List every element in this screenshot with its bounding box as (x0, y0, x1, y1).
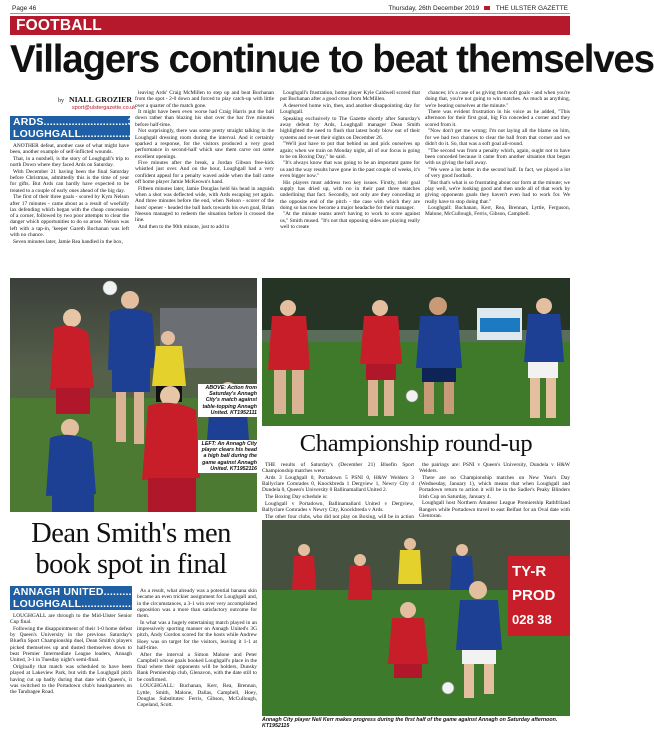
paragraph: "Now don't get me wrong; I'm not laying all the blame on him, for we had two chances to clear the ball from that corner and we didn't do it. So, that was a soft goal all-round. (425, 128, 570, 147)
paragraph: Seven minutes later, Jamie Rea handled in the box, (13, 238, 123, 245)
masthead-date-text: Thursday, 26th December 2019 (388, 5, 480, 12)
paragraph: Not surprisingly, there was some pretty straight talking in the Loughgall dressing room during the interval. And it certainly sparked a response, for the visitors produced a very good performance in second-half which saw them carve out some excellent openings. (135, 128, 274, 160)
masthead-date (388, 5, 568, 12)
dean-column-1 (10, 613, 132, 731)
paragraph: The first of their three goals - scored by Kym Nelson after 17 minutes - came about as a result of woefully lax defending which began with the cheap concession of a corner, followed by two poor attempts to clear the danger which opportunities to do so arose. Nelson was left with a tap-in, 'keeper Gareth Buchanan was left with no chance. (10, 194, 129, 239)
paragraph: A deserved home win, then, and another disappointing day for Loughgall. (280, 102, 420, 116)
paragraph: The Boxing Day schedule is: (265, 494, 328, 501)
paragraph: The other four clubs, who did not play on Boxing, will be in action (265, 513, 414, 520)
paragraph: "It's always know that was going to be an important game for us and the way results have gone in the past couple of weeks, it's even bigger now." (280, 160, 420, 180)
paragraph: Following the disappointment of their 1-0 home defeat by Queen's University in the previous Saturday's Bluefin Sport Championship duel, Dean Smith's players picked themselves up and dusted themselves down to beat Premier Intermediate League leaders, Annagh United, 3-1 in Tuesday night's semi-final. (10, 625, 132, 664)
paragraph: Fifteen minutes later, Jamie Douglas held his head in anguish when a shot was deflected wide, with Ards escaping yet again. And three minutes before the end, when Nelson - scorer of the hosts' opener - headed the ball back towards his own goal, Brian Neeson managed to redeem the situation before it crossed the line. (135, 185, 274, 224)
paragraph: leaving Ards' Craig McMillen to step up and beat Buchanan from the spot - 2-0 down and forced to play catch-up with little over a quarter of the match gone. (135, 90, 274, 109)
paragraph: LOUGHGALL: Buchanan, Kerr, Rea, Brennan, Lyttle, Smith, Malone, Dallas, Campbell, Hoey, Douglas Substitutes: Ferris, Gibson, McCullough, Copeland, Scott. (137, 683, 257, 709)
action-photo-right (262, 278, 570, 426)
paragraph: As a result, what already was a potential banana skin became an even trickier assignment for Loughgall and, in the circumstances, a 3-1 win over very accomplished opposition was a more than satisfactory outcome for them. (137, 588, 257, 620)
article-column-1 (10, 143, 129, 274)
action-photo-bottom (262, 520, 570, 716)
score-row: LOUGHGALL.....................3 (13, 598, 153, 610)
score-row: ARDS...........................3 (13, 116, 134, 128)
paragraph: Five minutes after the break, a Jordan Gibson free-kick whistled just over. And on the hour, Loughgall had a very confident appeal for a penalty waved aside when the ball came off home player Jamie McKeown's hand. (135, 160, 274, 186)
byline (58, 95, 132, 104)
score-row: ANNAGH UNITED.............1 (13, 586, 151, 598)
paragraph: LOUGHGALL are through to the Mid-Ulster Senior Cup final. (10, 613, 132, 626)
paragraph: There are no Championship matches on New Year's Day (Wednesday, January 1), which means that when Loughgall and Portadown return to action it will be in the Sadler's Peaky Blinders Irish Cup on Saturday, January 4. (419, 474, 570, 500)
paragraph: Loughgall's frustration, home player Kyle Caldwell scored that put Buchanan after a good cross from McMillen. (280, 90, 420, 103)
byline-email[interactable]: sport@ulstergazette.co.uk (72, 105, 136, 111)
paragraph: the pairings are: PSNI v Queen's University, Dundela v H&W Welders. (419, 462, 570, 475)
paragraph: It might have been even worse had Craig Harris put the ball down rather than blazing his shot over the bar five minutes before half-time. (135, 109, 274, 128)
article-column-2 (135, 90, 274, 274)
paragraph: Loughgall: Buchanan, Kerr, Rea, Brennan, Lyttle, Ferguson, Malone, McCullough, Ferris, Gibson, Campbell. (425, 205, 570, 218)
scorebox-annagh-loughgall (10, 586, 153, 610)
masthead-paper-name: THE ULSTER GAZETTE (495, 5, 568, 12)
paragraph: In what was a hugely entertaining match played in an impressively sporting manner on Annagh United's 3G pitch, Andy Gordon scored for the hosts while Andrew Hoey was on target for the visitors, leaving it 1-1 at half-time. (137, 619, 257, 651)
championship-column-1 (262, 462, 414, 520)
dean-smith-headline: Dean Smith's men book spot in final (31, 518, 231, 580)
paragraph: Loughgall v Portadown, Ballinamallard United v Dergview, Ballyclare Comrades v Newry City, Knockbreda v Ards. (262, 500, 414, 513)
paragraph: ANOTHER defeat, another case of what might have been, another example of self-inflicted wounds. (10, 143, 129, 156)
byline-prefix: by (58, 98, 64, 104)
article-column-4 (425, 90, 570, 274)
action-photo-bottom-image (262, 520, 570, 716)
paragraph: "At the minute teams aren't having to work to score against us," Smith mused. "It's not that opposing sides are playing really well to create (280, 211, 420, 231)
paragraph: Ards 3 Loughgall 0, Portadown 5 PSNI 0, H&W Welders 3 Ballyclare Comrades 0, Knockbreda 1 Dergview 1, Newry City 4 Dundela 0, Queen's University 0 Ballinamallard United 2. (262, 474, 414, 494)
championship-column-2 (419, 462, 570, 519)
dean-column-2 (137, 588, 257, 731)
paragraph: "The second was from a penalty which, again, ought not to have been conceded because it came from another situation that began with us giving the ball away. (425, 147, 570, 167)
paragraph: "We'll just have to put that behind us and pick ourselves up again; when we train on Monday night, all of our focus is going to be on Boxing Day," he said. (280, 141, 420, 160)
paragraph: chances; it's a case of us giving them soft goals - and when you're doing that, you're not going to win matches. As much as anything, we're beating ourselves at the minute." (425, 90, 570, 109)
paragraph: "But that's what is so frustrating about our form at the minute; we play well, we're looking good and then undo all of that work by giving opponents goals they haven't even had to work for. We really have to stop doing that." (425, 179, 570, 205)
action-photo-right-image (262, 278, 570, 426)
byline-author: NIALL GROZIER (68, 95, 132, 104)
masthead-separator (484, 6, 490, 10)
paragraph: After the interval a Simon Malone and Peter Campbell whose goals booked Loughgall's place in the final where their opponents will be holders, Dunsky Bank Premiership club, Glenavon, with the date still to be confirmed. (137, 651, 257, 683)
championship-headline: Championship round-up (299, 430, 533, 457)
paragraph: Speaking exclusively to The Gazette shortly after Saturday's away defeat by Ards, Loughgall manager Dean Smith highlighted the need to flush that latest body blow out of their systems and re-set their sights on December 26. (280, 115, 420, 141)
paragraph: With December 21 having been the final Saturday before Christmas, admittedly this is the time of year for gifts. But Ards can hardly have expected to be treated to a couple of early ones ahead of the big day. (10, 168, 129, 194)
paragraph: Originally that match was scheduled to have been played at Lakeview Park, but with the Loughgall pitch having cut up badly during that date with Queen's, it was switched to the Portadown club's headquarters on the Tandragee Road. (10, 663, 132, 696)
article-column-3 (280, 90, 420, 274)
paragraph: His players must address two key issues. Firstly, their goal supply has dried up, with no in their past three matches underlining that fact. Secondly, not only are they conceding at the opposite end of the pitch - the case with which they are doing so has now become a major headache for their manager. (280, 179, 420, 211)
caption-bottom-photo: Annagh City player Neil Kerr makes progress during the first half of the game against Annagh on Saturday afternoon. KT1952115 (262, 717, 558, 730)
page-number: Page 46 (12, 5, 37, 12)
page-masthead (10, 4, 570, 14)
main-headline: Villagers continue to beat themselves (10, 38, 654, 81)
paragraph: THE results of Saturday's (December 21) Bluefin Sport Championship matches were: (262, 462, 414, 475)
score-row: LOUGHGALL..................0 (13, 128, 144, 140)
scorebox-ards-loughgall (10, 116, 144, 140)
sign-text-1: TY-R (512, 563, 547, 580)
paragraph: There was evident frustration in his voice as he added, "This afternoon for their first goal, big Fra conceded a corner and they scored from it. (425, 109, 570, 128)
sign-text-2: PROD (512, 587, 556, 604)
paragraph: "We were a lot better in the second half. In fact, we played a lot of very good football. (425, 166, 570, 180)
sign-text-3: 028 38 (512, 612, 552, 627)
paragraph: That, in a nutshell, is the story of Loughgall's trip to north Down where they faced Ards on Saturday. (10, 155, 129, 169)
caption-left: LEFT: An Annagh City player clears his head a high ball during the game against Annagh United. KT1952116 (198, 440, 258, 473)
section-bar: FOOTBALL (10, 16, 570, 35)
paragraph: Loughgall host Northern Amateur League Premiership Rathfriland Rangers while Portadown travel to east Belfast for an Oval date with Glentoran. (419, 500, 570, 519)
paragraph: And then to the 90th minute, just to add to (138, 223, 230, 230)
caption-above: ABOVE: Action from Saturday's Annagh City's match against table-topping Annagh United. KT1952111 (198, 384, 258, 417)
